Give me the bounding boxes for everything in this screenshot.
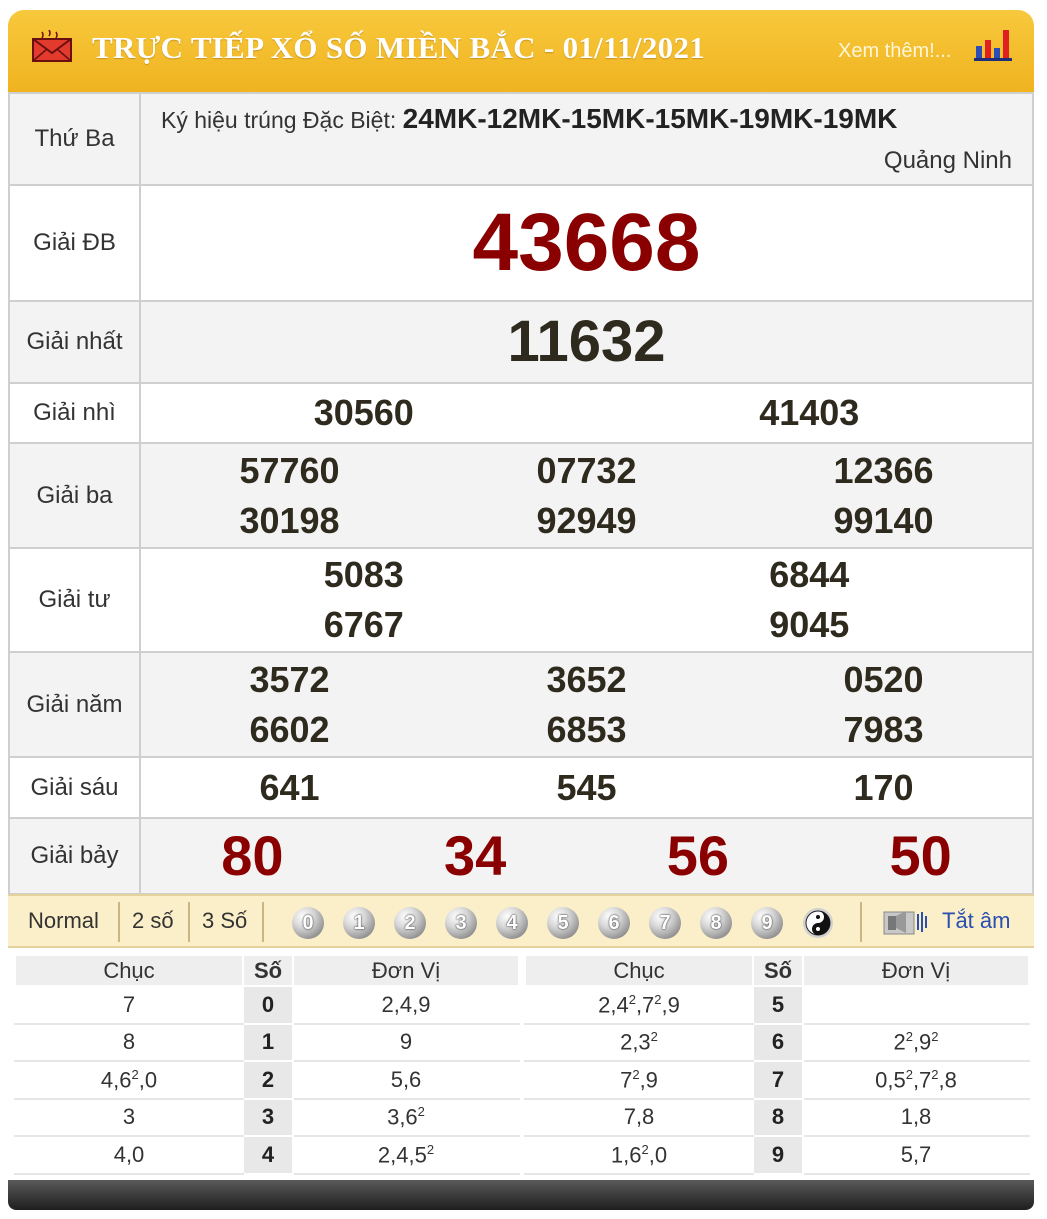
loto-row [15,1024,519,1062]
loto-donvi: 5,7 [803,1136,1029,1174]
loto-so: 4 [243,1136,293,1174]
prize-number-nhi: 41403 [759,392,860,433]
header-chuc: Chục [15,955,243,986]
prize-row-tu [9,548,1033,652]
header-chuc: Chục [525,955,753,986]
prize-row-nhi [9,383,1033,443]
prize-number-nhat: 11632 [507,309,666,374]
loto-so: 0 [243,986,293,1024]
option-normal[interactable]: Normal [28,908,99,933]
divider [188,902,190,942]
loto-chuc: 8 [15,1024,243,1062]
header-so: Số [753,955,803,986]
loto-row [525,1024,1029,1062]
prize-number-bay: 56 [666,824,730,887]
header-bar [8,10,1034,92]
loto-row [15,986,519,1024]
prize-number-tu: 6767 [323,604,404,645]
digit-ball-0[interactable]: 0 [292,907,324,939]
digit-ball-3[interactable]: 3 [445,907,477,939]
prize-number-sau: 641 [259,766,320,808]
prize-number-nam: 6602 [249,708,330,750]
loto-so: 1 [243,1024,293,1062]
prize-number-nam: 3652 [546,658,627,700]
loto-donvi: 9 [293,1024,519,1062]
loto-donvi: $3,6^2$ [293,1099,519,1137]
prize-number-bay: 34 [443,824,507,887]
digit-ball-9[interactable]: 9 [751,907,783,939]
prize-label-nam: Giải năm [9,652,140,757]
prize-label-db: Giải ĐB [9,185,140,301]
loto-so: 6 [753,1024,803,1062]
loto-chuc: 7,8 [525,1099,753,1137]
digit-ball-5[interactable]: 5 [547,907,579,939]
loto-table-left [14,954,520,1175]
loto-donvi: $2^2,9^2$ [803,1024,1029,1062]
loto-donvi: 2,4,5$^2$ [293,1136,519,1174]
option-2-so[interactable]: 2 số [132,908,174,933]
loto-chuc: 3 [15,1099,243,1137]
yin-yang-icon[interactable] [802,907,834,939]
prize-label-ba: Giải ba [9,443,140,548]
digit-ball-8[interactable]: 8 [700,907,732,939]
prize-label-bay: Giải bảy [9,818,140,894]
more-link[interactable]: Xem thêm!... [838,40,952,62]
loto-chuc: 4,0 [15,1136,243,1174]
digit-ball-7[interactable]: 7 [649,907,681,939]
prize-number-nam: 6853 [546,708,627,750]
divider [262,902,264,942]
loto-row [525,1099,1029,1137]
loto-row [15,1061,519,1099]
header-donvi: Đơn Vị [293,955,519,986]
mail-icon [32,30,72,62]
header-so: Số [243,955,293,986]
prize-label-nhat: Giải nhất [9,301,140,383]
loto-chuc: $7^2,9$ [525,1061,753,1099]
prize-number-ba: 92949 [536,499,637,541]
prize-row-nam [9,652,1033,757]
bottom-bar [8,1180,1034,1210]
day-label: Thứ Ba [9,93,140,185]
loto-chuc: 7 [15,986,243,1024]
prize-row-sau [9,757,1033,818]
loto-so: 9 [753,1136,803,1174]
lottery-widget [8,10,1034,1210]
prize-number-db: 43668 [472,197,701,288]
prize-number-bay: 80 [221,824,284,887]
prize-label-sau: Giải sáu [9,757,140,818]
prize-label-nhi: Giải nhì [9,383,140,443]
prize-number-sau: 545 [556,766,617,808]
prize-number-nam: 0520 [843,658,924,700]
prize-row-db [9,185,1033,301]
loto-chuc: $4,6^2,0$ [15,1061,243,1099]
results-table [8,92,1034,895]
loto-row [525,986,1029,1024]
prize-row-nhat [9,301,1033,383]
loto-row [15,1099,519,1137]
prize-number-sau: 170 [853,766,914,808]
prize-label-tu: Giải tư [9,548,140,652]
digit-ball-4[interactable]: 4 [496,907,528,939]
prize-row-bay [9,818,1033,894]
digit-ball-2[interactable]: 2 [394,907,426,939]
filter-toolbar [8,894,1034,948]
info-row [9,93,1033,185]
prize-number-tu: 9045 [769,604,850,645]
symbol-codes: 24MK-12MK-15MK-15MK-19MK-19MK [402,103,898,134]
loto-chuc: $2,3^2$ [525,1024,753,1062]
loto-donvi: 5,6 [293,1061,519,1099]
page-title: TRỰC TIẾP XỔ SỐ MIỀN BẮC - 01/11/2021 [92,30,706,65]
loto-row [525,1136,1029,1174]
prize-number-ba: 07732 [536,449,637,491]
loto-chuc: $1,6^2,0$ [525,1136,753,1174]
loto-so: 8 [753,1099,803,1137]
prize-number-tu: 6844 [769,554,850,595]
prize-number-ba: 99140 [833,499,934,541]
loto-so: 2 [243,1061,293,1099]
loto-so: 3 [243,1099,293,1137]
loto-so: 7 [753,1061,803,1099]
digit-ball-1[interactable]: 1 [343,907,375,939]
loto-donvi [803,986,1029,1024]
loto-row [15,1136,519,1174]
prize-number-nhi: 30560 [313,392,414,433]
symbol-label: Ký hiệu trúng Đặc Biệt: [161,107,397,133]
divider [860,902,862,942]
loto-so: 5 [753,986,803,1024]
speaker-icon[interactable] [882,908,932,936]
header-donvi: Đơn Vị [803,955,1029,986]
prize-number-ba: 12366 [833,449,934,491]
province-name: Quảng Ninh [883,147,1012,174]
mute-toggle[interactable]: Tắt âm [942,908,1011,933]
prize-number-tu: 5083 [323,554,404,595]
prize-number-ba: 57760 [239,449,340,491]
loto-donvi: 1,8 [803,1099,1029,1137]
loto-chuc: $2,4^2,7^2,9$ [525,986,753,1024]
loto-row [525,1061,1029,1099]
prize-number-bay: 50 [889,824,952,887]
prize-number-ba: 30198 [239,499,340,541]
prize-number-nam: 3572 [249,658,330,700]
digit-ball-6[interactable]: 6 [598,907,630,939]
prize-row-ba [9,443,1033,548]
bar-chart-icon[interactable] [974,28,1012,62]
loto-donvi: 2,4,9 [293,986,519,1024]
divider [118,902,120,942]
loto-donvi: $0,5^2,7^2,8$ [803,1061,1029,1099]
loto-table-right [524,954,1030,1175]
option-3-so[interactable]: 3 Số [202,908,248,933]
prize-number-nam: 7983 [843,708,924,750]
